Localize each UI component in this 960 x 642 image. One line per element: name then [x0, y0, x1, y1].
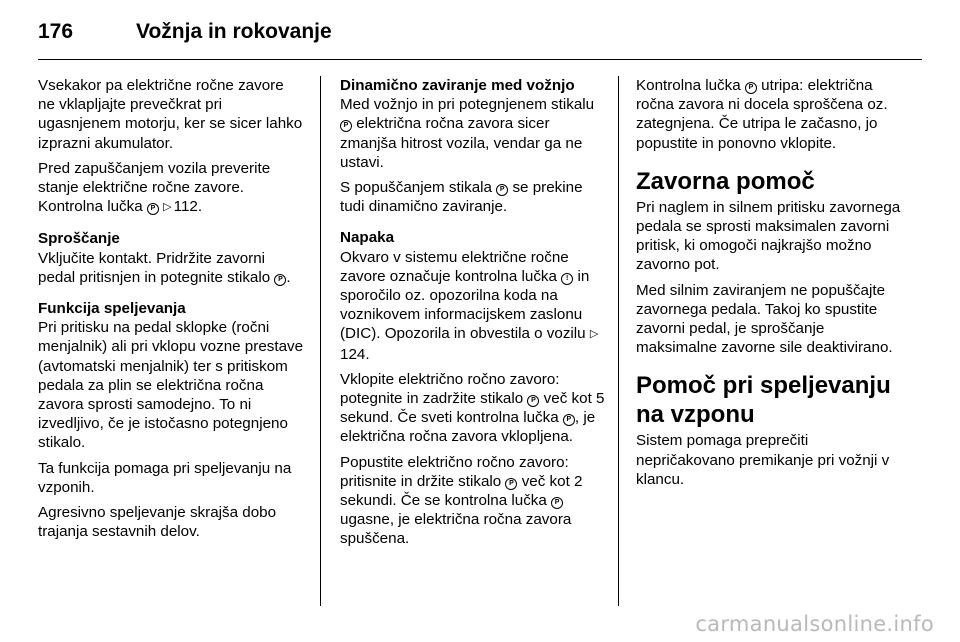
brake-warning-icon: ! — [561, 273, 573, 285]
column-1 — [38, 76, 304, 547]
paragraph: Vsekakor pa električne ročne zavore ne vklapljajte prevečkrat pri ugasnjenem motorju, ker se sicer lahko izprazni akumulator. — [38, 77, 303, 152]
page-reference-triangle-icon: ▷ — [163, 201, 172, 214]
section-heading-zavorna-pomoc: Zavorna pomoč — [636, 167, 815, 195]
parking-brake-icon: P — [527, 395, 539, 407]
paragraph: Med vožnjo in pri potegnjenem stikalu P električna ročna zavora sicer zmanjša hitrost vozila, vendar ga ne ustavi. — [340, 96, 595, 171]
header-rule — [38, 59, 922, 60]
paragraph: Popustite električno ročno zavoro: pritisnite in držite stikalo P več kot 2 sekundi. Če se kontrolna lučka P ugasne, je električna ročna zavora spuščena. — [340, 453, 583, 548]
column-3 — [636, 76, 902, 495]
paragraph: Pri pritisku na pedal sklopke (ročni menjalnik) ali pri vklopu vozne prestave (avtomatski menjalnik) ter s pritiskom pedala za plin se električna ročna zavora sprosti samodejno. To ni izvedljivo, če je istočasno potegnjeno stikalo. — [38, 319, 304, 452]
page-header — [38, 14, 332, 50]
parking-brake-icon: P — [563, 414, 575, 426]
paragraph: Ta funkcija pomaga pri speljevanju na vzponih. — [38, 459, 292, 496]
section-heading-funkcija: Funkcija speljevanja — [38, 300, 186, 318]
paragraph: Pri naglem in silnem pritisku zavornega pedala se sprosti maksimalen zavorni pritisk, ki omogoči najkrajšo možno zavorno pot. — [636, 198, 901, 274]
paragraph: Okvaro v sistemu električne ročne zavore označuje kontrolna lučka ! in sporočilo oz. opozorilna koda na voznikovem informacijskem zaslonu (DIC). Opozorila in obvestila o vozilu ▷124. — [340, 248, 599, 363]
section-heading-pomoc-speljevanju: Pomoč pri speljevanju na vzponu — [636, 372, 891, 429]
paragraph: Med silnim zaviranjem ne popuščajte zavornega pedala. Takoj ko spustite zavorni pedal, je sproščanje maksimalne zavorne sile deaktivirano. — [636, 281, 893, 357]
section-heading-sproscanje: Sproščanje — [38, 230, 120, 248]
paragraph: Agresivno speljevanje skrajša dobo trajanja sestavnih delov. — [38, 504, 277, 541]
parking-brake-icon: P — [496, 184, 508, 196]
page-reference: 112. — [173, 198, 203, 216]
parking-brake-icon: P — [340, 120, 352, 132]
column-2 — [340, 76, 606, 555]
watermark: carmanualsonline.info — [695, 612, 934, 636]
paragraph: Vključite kontakt. Pridržite zavorni pedal pritisnjen in potegnite stikalo P . — [38, 249, 291, 286]
page-reference: 124. — [340, 345, 370, 363]
paragraph: Kontrolna lučka P utripa: električna ročna zavora ni docela sproščena oz. zategnjena. Če utripa le začasno, jo popustite in ponovno vklopite. — [636, 77, 888, 152]
chapter-title: Vožnja in rokovanje — [136, 20, 332, 43]
column-divider-2 — [618, 76, 619, 606]
parking-brake-icon: P — [505, 478, 517, 490]
parking-brake-icon: P — [745, 82, 757, 94]
parking-brake-icon: P — [147, 203, 159, 215]
page-reference-triangle-icon: ▷ — [589, 328, 599, 341]
parking-brake-icon: P — [551, 497, 563, 509]
page-number: 176 — [38, 20, 74, 43]
paragraph: Vklopite električno ročno zavoro: potegnite in zadržite stikalo P več kot 5 sekund. Če sveti kontrolna lučka P , je električna ročna zavora vklopljena. — [340, 370, 605, 446]
paragraph: Pred zapuščanjem vozila preverite stanje električne ročne zavore. Kontrolna lučka P ▷ 112. — [38, 159, 304, 218]
paragraph: Sistem pomaga preprečiti nepričakovano premikanje pri vožnji v klancu. — [636, 432, 890, 488]
section-heading-napaka: Napaka — [340, 229, 395, 247]
section-heading-dinamicno: Dinamično zaviranje med vožnjo — [340, 77, 575, 94]
parking-brake-icon: P — [274, 274, 286, 286]
paragraph: S popuščanjem stikala P se prekine tudi dinamično zaviranje. — [340, 179, 583, 216]
column-divider-1 — [320, 76, 321, 606]
